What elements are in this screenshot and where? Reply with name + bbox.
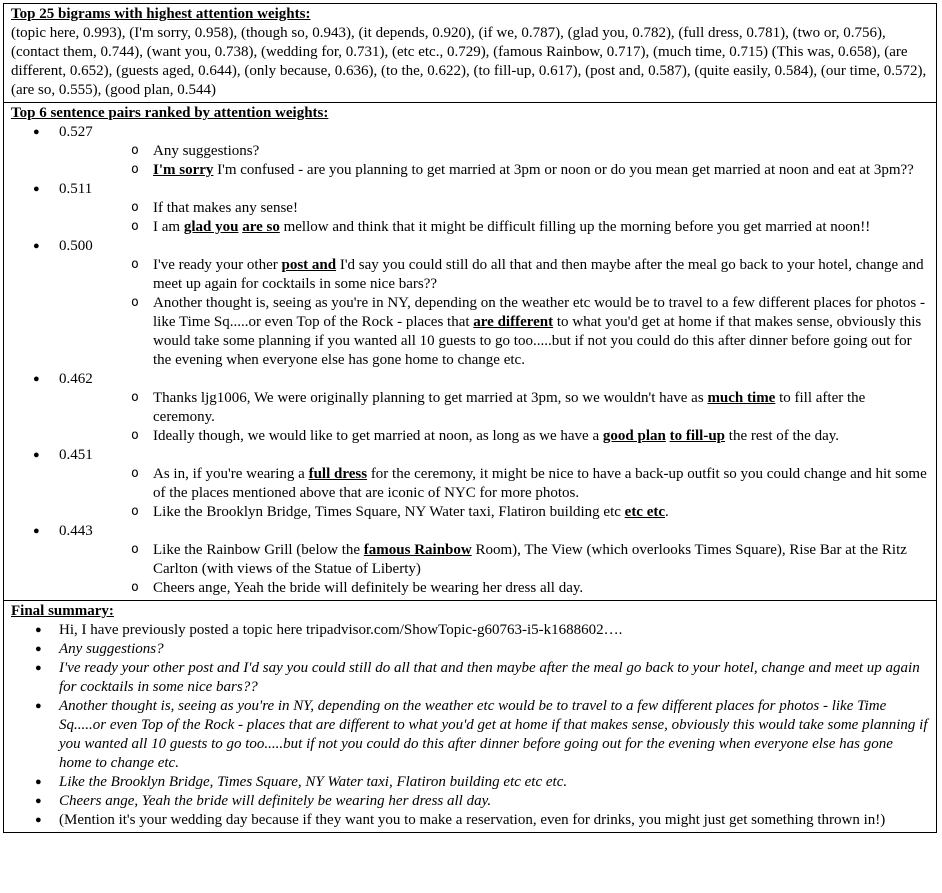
summary-item: ● Another thought is, seeing as you're in NY, depending on the weather etc would be to travel to a few different places for photos - like Time Sq.....or even Top of the Rock - places that are different to what you'd get at home if that makes sense, obviously this would take some planning if you wanted all 10 guests to go too.....but if not you could do this after dinner before going out for the evening when everyone else has gone home to change etc. (11, 697, 929, 773)
sentence-text: . (665, 504, 669, 520)
sentence-text: the rest of the day. (725, 428, 840, 444)
sentence-text: I am (153, 219, 184, 235)
sentence-text: I've ready your other (153, 257, 282, 273)
highlighted-bigram: famous Rainbow (363, 542, 472, 558)
summary-section (3, 601, 937, 833)
pair-sentence (59, 294, 929, 370)
pair-score: ● 0.527 (59, 124, 93, 140)
pair-sentences (59, 541, 929, 598)
pair-sentences (59, 142, 929, 180)
pair-sentence (59, 503, 929, 522)
sentence-text: mellow and think that it might be difficult filling up the morning before you get married at noon!! (279, 219, 871, 235)
summary-item: ● I've ready your other post and I'd say you could still do all that and then maybe after the meal go back to your hotel, change and meet up again for cocktails in some nice bars?? (11, 659, 929, 697)
pair-item (11, 237, 929, 370)
sentence-text: Another thought is, seeing as you're in NY, depending on the weather etc would be to travel to a few different places for photos - like Time Sq.....or even Top of the Rock - places that (153, 295, 925, 330)
sentence-text: Like the Brooklyn Bridge, Times Square, NY Water taxi, Flatiron building etc (153, 504, 625, 520)
highlighted-bigram: much time (707, 390, 776, 406)
bigrams-text: (topic here, 0.993), (I'm sorry, 0.958), (though so, 0.943), (it depends, 0.920), (if we, 0.787), (glad you, 0.782), (full dress, 0.781), (two or, 0.756), (contact them, 0.744), (want you, 0.738), (wedding for, 0.731), (etc etc., 0.729), (famous Rainbow, 0.717), (much time, 0.715) (This was, 0.658), (are different, 0.652), (guests aged, 0.644), (only because, 0.636), (to the, 0.622), (to fill-up, 0.617), (post and, 0.587), (quite easily, 0.584), (our time, 0.572), (are so, 0.555), (good plan, 0.544) (11, 25, 927, 98)
sentence-text: Ideally though, we would like to get married at noon, as long as we have a (153, 428, 603, 444)
pair-sentences (59, 465, 929, 522)
summary-item: ● (Mention it's your wedding day because if they want you to make a reservation, even for drinks, you might just get something thrown in!) (11, 811, 929, 830)
sentence-text: I'd say you could still do all that and then maybe after the meal go back to your hotel, change and meet up again for cocktails in some nice bars?? (153, 257, 924, 292)
sentence-text: Cheers ange, Yeah the bride will definitely be wearing her dress all day. (153, 580, 584, 596)
pair-sentence (59, 142, 929, 161)
pair-item (11, 180, 929, 237)
sentence-text: to fill after the ceremony. (153, 390, 866, 425)
summary-list (11, 621, 929, 830)
highlighted-bigram: glad you (183, 219, 239, 235)
pair-sentence (59, 465, 929, 503)
sentence-text: for the ceremony, it might be nice to have a back-up outfit so you could change and hit some of the places mentioned above that are iconic of NYC for more photos. (153, 466, 927, 501)
sentence-pairs-section (3, 103, 937, 601)
highlighted-bigram: I'm sorry (153, 162, 214, 178)
pair-score: ● 0.451 (59, 447, 93, 463)
highlighted-bigram: are different (473, 314, 554, 330)
summary-item: ● Cheers ange, Yeah the bride will definitely be wearing her dress all day. (11, 792, 929, 811)
highlighted-bigram: are so (242, 219, 280, 235)
pair-sentence (59, 427, 929, 446)
sentence-text: Like the Rainbow Grill (below the (153, 542, 364, 558)
pair-sentence (59, 256, 929, 294)
pair-item (11, 370, 929, 446)
pair-sentence (59, 541, 929, 579)
summary-item: ● Hi, I have previously posted a topic here tripadvisor.com/ShowTopic-g60763-i5-k1688602…. (11, 621, 929, 640)
sentence-pairs-title: Top 6 sentence pairs ranked by attention weights: (11, 105, 329, 121)
pair-item (11, 123, 929, 180)
pair-score: ● 0.443 (59, 523, 93, 539)
pair-sentences (59, 389, 929, 446)
pair-sentence (59, 199, 929, 218)
pair-sentences (59, 256, 929, 370)
highlighted-bigram: to fill-up (669, 428, 726, 444)
sentence-text: Thanks ljg1006, We were originally planning to get married at 3pm, so we wouldn't have as (153, 390, 708, 406)
highlighted-bigram: good plan (602, 428, 666, 444)
pair-sentence (59, 161, 929, 180)
pair-score: ● 0.500 (59, 238, 93, 254)
summary-item: ● Like the Brooklyn Bridge, Times Square, NY Water taxi, Flatiron building etc etc etc. (11, 773, 929, 792)
summary-title: Final summary: (11, 603, 114, 619)
pair-item (11, 522, 929, 598)
sentence-pairs-list (11, 123, 929, 598)
pair-item (11, 446, 929, 522)
pair-sentence (59, 389, 929, 427)
pair-sentence (59, 579, 929, 598)
pair-sentences (59, 199, 929, 237)
pair-sentence (59, 218, 929, 237)
highlighted-bigram: etc etc (624, 504, 666, 520)
sentence-text: As in, if you're wearing a (153, 466, 309, 482)
highlighted-bigram: post and (281, 257, 337, 273)
sentence-text: Any suggestions? (153, 143, 260, 159)
pair-score: ● 0.511 (59, 181, 93, 197)
sentence-text: to what you'd get at home if that makes sense, obviously this would take some planning if you wanted all 10 guests to go too.....but if not you could do this after dinner before going out for the evening when everyone else has gone home to change etc. (153, 314, 922, 368)
highlighted-bigram: full dress (308, 466, 368, 482)
bigrams-title: Top 25 bigrams with highest attention weights: (11, 6, 311, 22)
bigrams-section (3, 3, 937, 103)
pair-score: ● 0.462 (59, 371, 93, 387)
sentence-text: I'm confused - are you planning to get married at 3pm or noon or do you mean get married at noon and eat at 3pm?? (213, 162, 914, 178)
document (3, 3, 937, 833)
sentence-text: If that makes any sense! (153, 200, 298, 216)
summary-item: ● Any suggestions? (11, 640, 929, 659)
sentence-text: Room), The View (which overlooks Times Square), Rise Bar at the Ritz Carlton (with views of the Statue of Liberty) (153, 542, 907, 577)
